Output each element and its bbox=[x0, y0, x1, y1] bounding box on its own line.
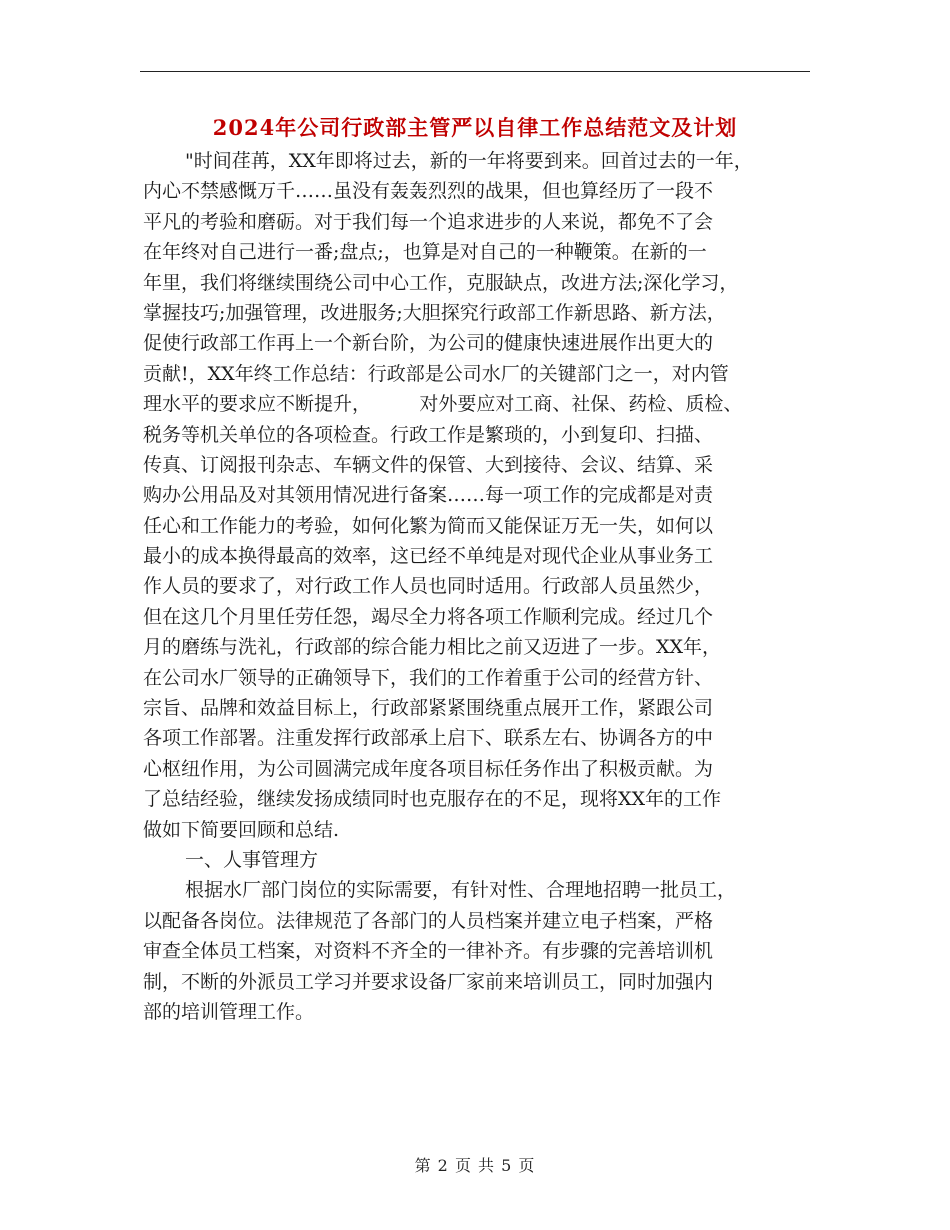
text-line: 年里，我们将继续围绕公司中心工作，克服缺点，改进方法;深化学习， bbox=[143, 271, 739, 294]
text-line: 掌握技巧;加强管理，改进服务;大胆探究行政部工作新思路、新方法， bbox=[143, 301, 726, 324]
text-line: 制，不断的外派员工学习并要求设备厂家前来培训员工，同时加强内 bbox=[143, 970, 714, 993]
text-line: 贡献!，XX年终工作总结：行政部是公司水厂的关键部门之一，对内管 bbox=[143, 362, 729, 385]
document-body bbox=[143, 146, 813, 1027]
text-line: 月的磨练与洗礼，行政部的综合能力相比之前又迈进了一步。XX年， bbox=[143, 636, 722, 659]
text-line: 在公司水厂领导的正确领导下，我们的工作着重于公司的经营方针、 bbox=[143, 666, 714, 689]
text-line: 根据水厂部门岗位的实际需要，有针对性、合理地招聘一批员工， bbox=[185, 879, 737, 902]
text-line: 在年终对自己进行一番;盘点;，也算是对自己的一种鞭策。在新的一 bbox=[143, 241, 707, 264]
text-line: 平凡的考验和磨砺。对于我们每一个追求进步的人来说，都免不了会 bbox=[143, 210, 714, 233]
text-line: "时间荏苒，XX年即将过去，新的一年将要到来。回首过去的一年， bbox=[185, 150, 753, 172]
section-heading: 一、人事管理方 bbox=[185, 848, 319, 871]
text-line: 传真、订阅报刊杂志、车辆文件的保管、大到接待、会议、结算、采 bbox=[143, 453, 714, 476]
document-title: 2024年公司行政部主管严以自律工作总结范文及计划 bbox=[212, 115, 738, 140]
text-line: 以配备各岗位。法律规范了各部门的人员档案并建立电子档案，严格 bbox=[143, 909, 714, 932]
text-line: 理水平的要求应不断提升， 对外要应对工商、社保、药检、质检、 bbox=[143, 393, 743, 416]
text-line: 各项工作部署。注重发挥行政部承上启下、联系左右、协调各方的中 bbox=[143, 727, 714, 750]
text-line: 任心和工作能力的考验，如何化繁为简而又能保证万无一失，如何以 bbox=[143, 514, 714, 537]
text-line: 促使行政部工作再上一个新台阶，为公司的健康快速进展作出更大的 bbox=[143, 332, 714, 355]
text-line: 作人员的要求了，对行政工作人员也同时适用。行政部人员虽然少， bbox=[143, 575, 714, 598]
text-line: 做如下简要回顾和总结. bbox=[143, 818, 340, 841]
text-line: 购办公用品及对其领用情况进行备案……每一项工作的完成都是对责 bbox=[143, 484, 714, 507]
page-footer: 第 2 页 共 5 页 bbox=[414, 1156, 536, 1175]
text-line: 税务等机关单位的各项检查。行政工作是繁琐的，小到复印、扫描、 bbox=[143, 423, 714, 446]
text-line: 但在这几个月里任劳任怨，竭尽全力将各项工作顺利完成。经过几个 bbox=[143, 605, 714, 628]
text-line: 宗旨、品牌和效益目标上，行政部紧紧围绕重点展开工作，紧跟公司 bbox=[143, 697, 714, 720]
text-line: 心枢纽作用，为公司圆满完成年度各项目标任务作出了积极贡献。为 bbox=[143, 757, 714, 780]
text-line: 最小的成本换得最高的效率，这已经不单纯是对现代企业从事业务工 bbox=[143, 545, 714, 568]
text-line: 内心不禁感慨万千……虽没有轰轰烈烈的战果，但也算经历了一段不 bbox=[143, 180, 714, 203]
text-line: 了总结经验，继续发扬成绩同时也克服存在的不足，现将XX年的工作 bbox=[143, 788, 722, 811]
header-rule bbox=[140, 71, 810, 72]
text-line: 部的培训管理工作。 bbox=[143, 1000, 315, 1023]
text-line: 审查全体员工档案，对资料不齐全的一律补齐。有步骤的完善培训机 bbox=[143, 940, 714, 963]
